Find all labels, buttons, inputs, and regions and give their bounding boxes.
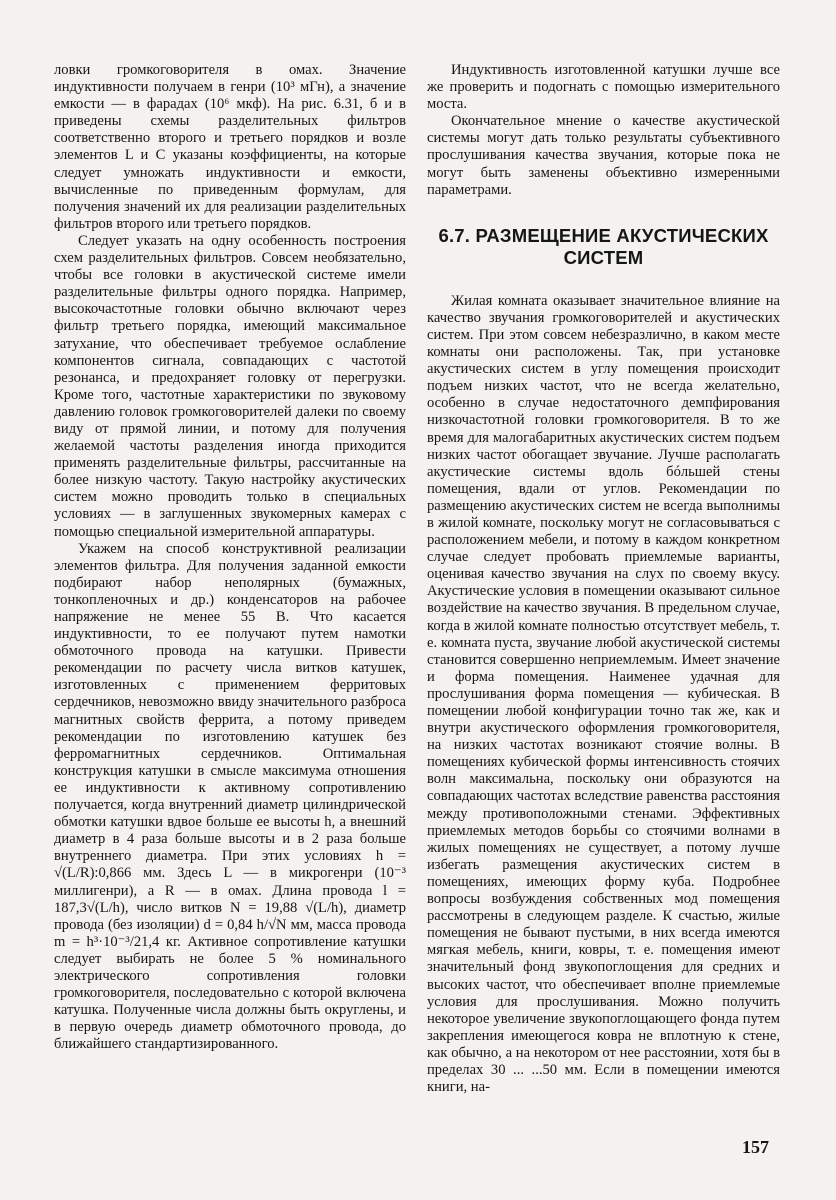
right-paragraph-1: Индуктивность изготовленной катушки лучше все же проверить и подогнать с помощью измерительного моста. <box>427 62 780 113</box>
left-column <box>54 62 406 1053</box>
section-heading <box>427 225 780 269</box>
right-column <box>427 62 780 1096</box>
right-paragraph-2: Окончательное мнение о качестве акустической системы могут дать только результаты субъективного прослушивания качества звучания, которые пока не могут быть заменены объективно измеренными параметрами. <box>427 113 780 198</box>
right-paragraph-3: Жилая комната оказывает значительное влияние на качество звучания громкоговорителей и акустических систем. При этом совсем небезразлично, в каком месте комнаты они расположены. Так, при установке акустических систем в углу помещения происходит подъем низких частот, что не всегда желательно, особенно в случае недостаточного демпфирования низкочастотной головки громкоговорителя. В то же время для малогабаритных акустических систем подъем низких частот обогащает звучание. Лучше располагать акустические системы вдоль бóльшей стены помещения, вдали от углов. Рекомендации по размещению акустических систем не всегда выполнимы в жилой комнате, поскольку могут не согласовываться с расположением мебели, и потому в каждом конкретном случае следует пробовать приемлемые варианты, оценивая качество звучания на слух по своему вкусу. Акустические условия в помещении оказывают сильное воздействие на качество звучания. В предельном случае, когда в жилой комнате полностью отсутствует мебель, т. е. комната пуста, звучание любой акустической системы становится совершенно неприемлемым. Имеет значение и форма помещения. Наименее удачная для прослушивания форма помещения — кубическая. В помещении любой конфигурации точно так же, как и внутри акустического оформления громкоговорителя, на низких частотах возникают стоячие волны. В помещениях кубической формы интенсивность стоячих волн максимальна, поскольку они образуются на совпадающих частотах вследствие равенства расстояния между противоположными стенами. Эффективных приемлемых методов борьбы со стоячими волнами в жилых помещениях не существует, а потому лучше избегать размещения акустических систем в помещениях, имеющих форму куба. Подробнее вопросы возбуждения собственных мод помещения рассмотрены в следующем разделе. К счастью, жилые помещения не бывают пустыми, в них всегда имеются мягкая мебель, книги, ковры, т. е. помещения имеют значительный фонд звукопоглощения для средних и высоких частот, что обеспечивает вполне приемлемые условия для прослушивания. Можно получить некоторое увеличение звукопоглощающего фонда путем закрепления имеющегося ковра не вплотную к стене, как обычно, а на некотором от нее расстоянии, хотя бы в пределах 30 ... ...50 мм. Если в помещении имеются книги, на- <box>427 292 780 1096</box>
left-paragraph-1: ловки громкоговорителя в омах. Значение индуктивности получаем в генри (10³ мГн), а значение емкости — в фарадах (10⁶ мкф). На рис. 6.31, б и в приведены схемы разделительных фильтров соответственно второго и третьего порядков и возле элементов L и C указаны коэффициенты, на которые следует умножать индуктивности и емкости, вычисленные по приведенным формулам, для получения значений их для реализации разделительных фильтров второго или третьего порядков. <box>54 62 406 232</box>
page-number: 157 <box>742 1137 769 1157</box>
section-heading-line-1: 6.7. РАЗМЕЩЕНИЕ АКУСТИЧЕСКИХ <box>438 224 769 246</box>
section-heading-line-2: СИСТЕМ <box>563 246 644 268</box>
left-paragraph-2: Следует указать на одну особенность построения схем разделительных фильтров. Совсем необязательно, чтобы все головки в акустической системе имели разделительные фильтры одного порядка. Например, высокочастотные головки обычно включают через фильтр третьего порядка, имеющий максимальное затухание, что обеспечивает требуемое ослабление компонентов сигнала, совпадающих с частотой резонанса, и предохраняет головку от перегрузки. Кроме того, частотные характеристики по звуковому давлению головок громкоговорителей далеки по своему виду от прямой линии, и потому для получения желаемой частоты разделения иногда приходится применять разделительные фильтры, рассчитанные на более низкую частоту. Такую настройку акустических систем можно проводить только в специальных условиях — в заглушенных звукомерных камерах с помощью специальной измерительной аппаратуры. <box>54 232 406 540</box>
left-paragraph-3: Укажем на способ конструктивной реализации элементов фильтра. Для получения заданной емкости подбирают набор неполярных (бумажных, тонкопленочных и др.) конденсаторов на рабочее напряжение не менее 55 В. Что касается индуктивности, то ее получают путем намотки обмоточного провода на катушки. Привести рекомендации по расчету числа витков катушек, изготовленных с применением ферритовых сердечников, невозможно ввиду значительного разброса магнитных свойств феррита, а потому приведем рекомендации по изготовлению катушек без ферромагнитных сердечников. Оптимальная конструкция катушки в смысле максимума отношения ее индуктивности к активному сопротивлению получается, когда внутренний диаметр цилиндрической обмотки катушки вдвое больше ее высоты h, а внешний диаметр в 4 раза больше высоты и в 2 раза больше внутреннего диаметра. При этих условиях h = √(L/R):0,866 мм. Здесь L — в микрогенри (10⁻³ миллигенри), а R — в омах. Длина провода l = 187,3√(L/h), число витков N = 19,88 √(L/h), диаметр провода (без изоляции) d = 0,84 h/√N мм, масса провода m = h³·10⁻³/21,4 кг. Активное сопротивление катушки следует выбирать не более 5 % номинального электрического сопротивления головки громкоговорителя, последовательно с которой включена катушка. Полученные числа должны быть округлены, и в первую очередь диаметр обмоточного провода, до ближайшего стандартизированного. <box>54 540 406 1053</box>
